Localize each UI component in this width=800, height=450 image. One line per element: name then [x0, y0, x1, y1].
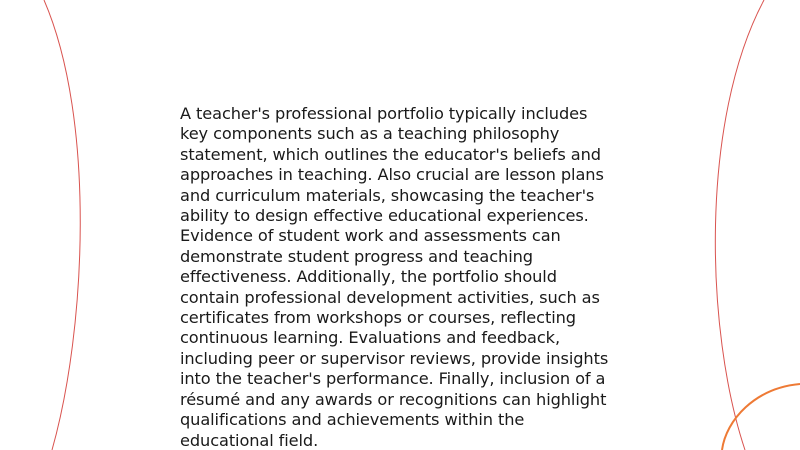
right-accent-arc: [722, 384, 800, 450]
left-thin-arc: [44, 0, 80, 450]
body-paragraph: A teacher's professional portfolio typically includes key components such as a teaching philosophy statement, which outlines the educator's beliefs and approaches in teaching. Also crucial are lesson plans and curriculum materials, showcasing the teacher's ability to design effective educational experiences. Evidence of student work and assessments can demonstrate student progress and teaching effectiveness. Additionally, the portfolio should contain professional development activities, such as certificates from workshops or courses, reflecting continuous learning. Evaluations and feedback, including peer or supervisor reviews, provide insights into the teacher's performance. Finally, inclusion of a résumé and any awards or recognitions can highlight qualifications and achievements within the educational field.: [180, 104, 609, 450]
right-thin-arc: [715, 0, 764, 450]
